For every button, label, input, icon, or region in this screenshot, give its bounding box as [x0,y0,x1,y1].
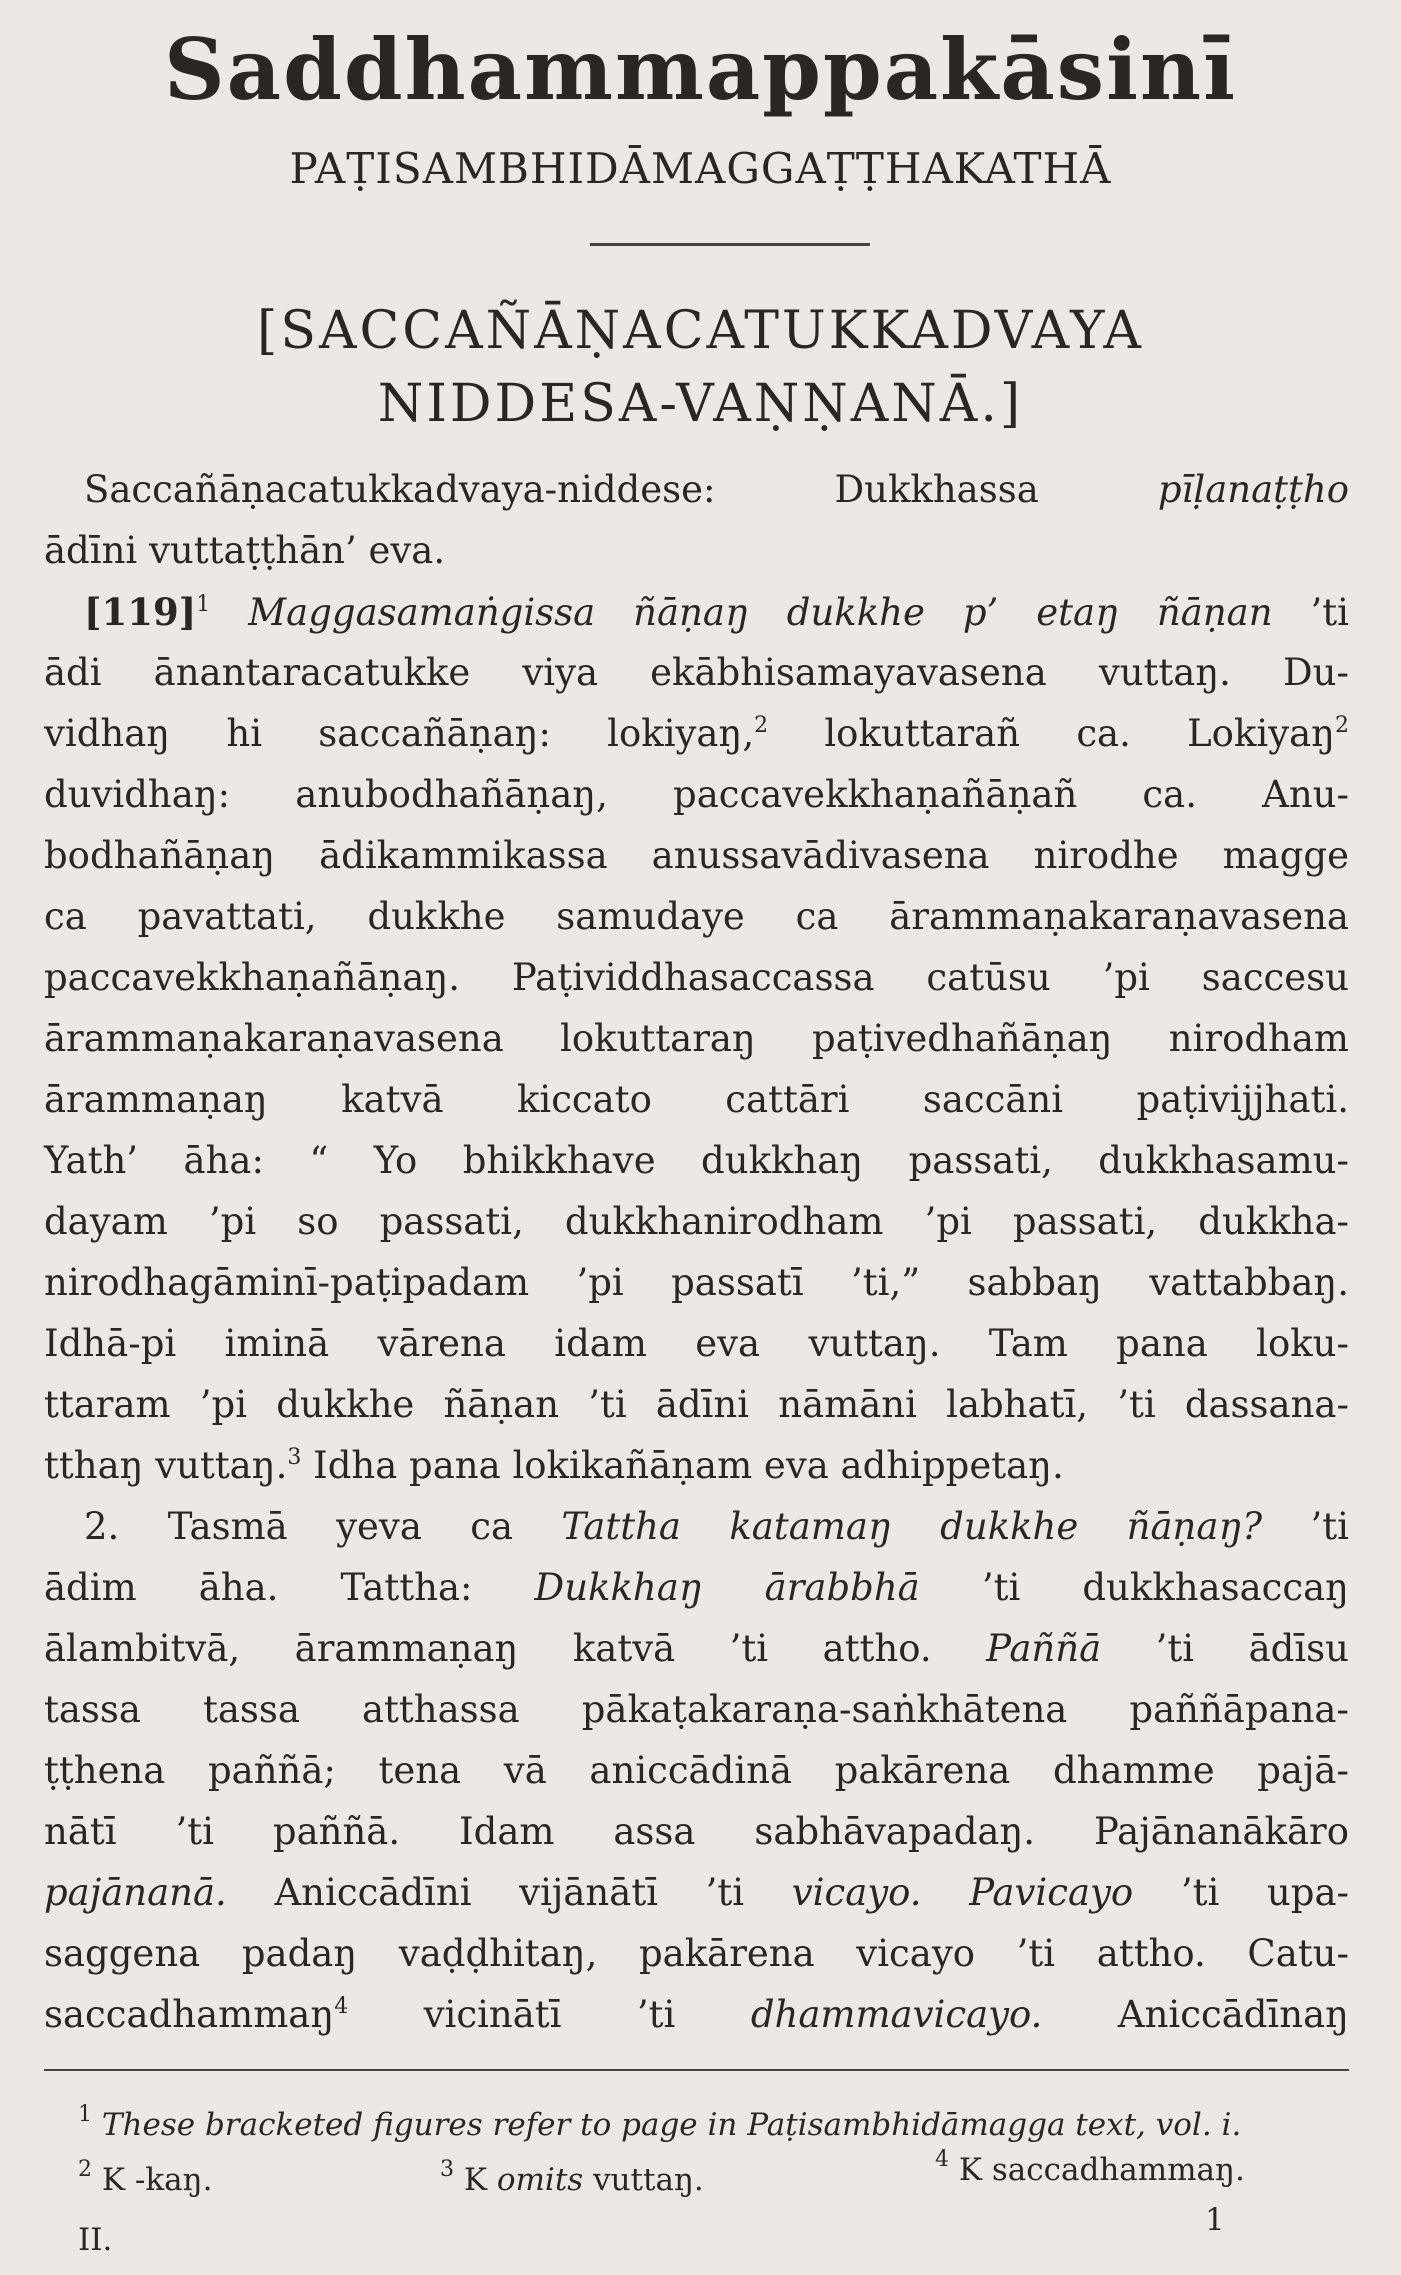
footnote-1 [78,2102,1242,2143]
footnote-2 [78,2157,213,2198]
text-line: bodhañāṇaŋ ādikammikassa anussavādivasena nirodhe magge [44,834,1349,877]
text-span: Idha pana lokikañāṇam eva adhippetaŋ. [301,1444,1064,1487]
book-title: Saddhammappakāsinī [164,20,1237,119]
italic-term: pīḷanaṭṭho [1157,468,1349,511]
footnote-marker: 3 [440,2157,454,2182]
text-line [84,470,1349,511]
italic-term: Pavicayo [969,1871,1134,1914]
text-line: tassa tassa atthassa pākaṭakaraṇa-saṅkhātena paññāpana- [44,1688,1349,1731]
footnote-text: K saccadhammaŋ. [958,2152,1245,2188]
text-line: dayam ’pi so passati, dukkhanirodham ’pi passati, dukkha- [44,1200,1349,1243]
text-span: ’ti dukkhasaccaŋ [919,1566,1349,1609]
text-line [84,1507,1349,1548]
text-line: ttaram ’pi dukkhe ñāṇan ’ti ādīni nāmāni labhatī, ’ti dassana- [44,1383,1349,1426]
text-line: ārammaṇakaraṇavasena lokuttaraŋ paṭivedhañāṇaŋ nirodham [44,1017,1349,1060]
text-span: ’ti upa- [1133,1871,1350,1914]
text-line: ārammaṇaŋ katvā kiccato cattāri saccāni paṭivijjhati. [44,1078,1349,1121]
footnote-marker: 1 [78,2102,92,2127]
text-line: duvidhaŋ: anubodhañāṇaŋ, paccavekkhaṇañāṇañ ca. Anu- [44,773,1349,816]
text-line: paccavekkhaṇañāṇaŋ. Paṭividdhasaccassa catūsu ’pi saccesu [44,956,1349,999]
text-span: Saccañāṇacatukkadvaya-niddese: Dukkhassa [84,468,1158,511]
text-span: Aniccādīnaŋ [1042,1993,1349,2036]
text-line [84,592,1349,634]
footnote-3 [440,2157,704,2198]
text-line: ṭṭhena paññā; tena vā aniccādinā pakārena dhamme pajā- [44,1749,1349,1792]
text-span: ’ti [1262,1505,1349,1548]
text-span: saccadhammaŋ [44,1993,335,2036]
text-line: ca pavattati, dukkhe samudaye ca ārammaṇakaraṇavasena [44,895,1349,938]
italic-term: vicayo. [791,1871,922,1914]
footnote-marker: 2 [1335,713,1349,738]
text-span: ālambitvā, ārammaṇaŋ katvā ’ti attho. [44,1627,987,1670]
footnote-marker: 1 [196,592,211,617]
page-number: 1 [1205,2202,1225,2238]
text-span: vidhaŋ hi saccañāṇaŋ: lokiyaŋ, [44,712,755,755]
text-line [44,1568,1349,1609]
footnote-marker: 3 [287,1445,302,1470]
footnote-text: K [463,2162,497,2198]
text-line: saggena padaŋ vaḍḍhitaŋ, pakārena vicayo ’ti attho. Catu- [44,1932,1349,1975]
section-heading-line-2: NIDDESA-VAṆṆANĀ.] [377,374,1024,434]
text-line [44,1873,1349,1914]
text-span: tthaŋ vuttaŋ. [44,1444,288,1487]
footnote-marker: 4 [334,1994,349,2019]
footnote-divider [44,2069,1349,2071]
text-line: Yath’ āha: “ Yo bhikkhave dukkhaŋ passati, dukkhasamu- [44,1139,1349,1182]
footnote-text: vuttaŋ. [583,2162,704,2198]
title-divider [590,243,870,246]
text-span: ’ti [1272,591,1349,634]
text-span: Aniccādīni vijānātī ’ti [226,1871,792,1914]
italic-term: dhammavicayo. [750,1993,1043,2036]
text-line: ādi ānantaracatukke viya ekābhisamayavasena vuttaŋ. Du- [44,651,1349,694]
signature-mark: II. [78,2222,113,2258]
section-heading-line-1: [SACCAÑĀṆACATUKKADVAYA [257,301,1144,361]
text-line [44,1446,1349,1487]
text-line [44,1995,1349,2036]
text-span: lokuttarañ ca. Lokiyaŋ [768,712,1335,755]
text-line: nirodhagāminī-paṭipadam ’pi passatī ’ti,” sabbaŋ vattabbaŋ. [44,1261,1349,1304]
text-span: ’ti ādīsu [1101,1627,1349,1670]
footnote-italic: omits [496,2162,584,2198]
text-line [44,1629,1349,1670]
text-span [922,1871,970,1914]
text-line: nātī ’ti paññā. Idam assa sabhāvapadaŋ. Pajānanākāro [44,1810,1349,1853]
footnote-marker: 2 [78,2157,92,2182]
text-span: vicinātī ’ti [348,1993,751,2036]
italic-term: Maggasamaṅgissa ñāṇaŋ dukkhe p’ etaŋ ñāṇan [248,591,1273,634]
page-reference: [119] [84,590,197,634]
italic-term: Tattha katamaŋ dukkhe ñāṇaŋ? [561,1505,1263,1548]
italic-term: Dukkhaŋ ārabbhā [534,1566,920,1609]
italic-term: Paññā [986,1627,1102,1670]
text-line: Idhā-pi iminā vārena idam eva vuttaŋ. Tam pana loku- [44,1322,1349,1365]
footnote-marker: 4 [935,2147,949,2172]
footnote-marker: 2 [754,713,769,738]
text-line: ādīni vuttaṭṭhān’ eva. [44,529,446,572]
italic-term: pajānanā. [44,1871,227,1914]
footnote-4 [935,2147,1245,2188]
book-subtitle: PAṬISAMBHIDĀMAGGAṬṬHAKATHĀ [289,144,1112,193]
footnote-text: These bracketed figures refer to page in Paṭisambhidāmagga text, vol. i. [101,2107,1242,2143]
text-line [44,714,1349,755]
text-span: 2. Tasmā yeva ca [84,1505,562,1548]
footnote-text: K -kaŋ. [101,2162,213,2198]
text-span: ādim āha. Tattha: [44,1566,535,1609]
